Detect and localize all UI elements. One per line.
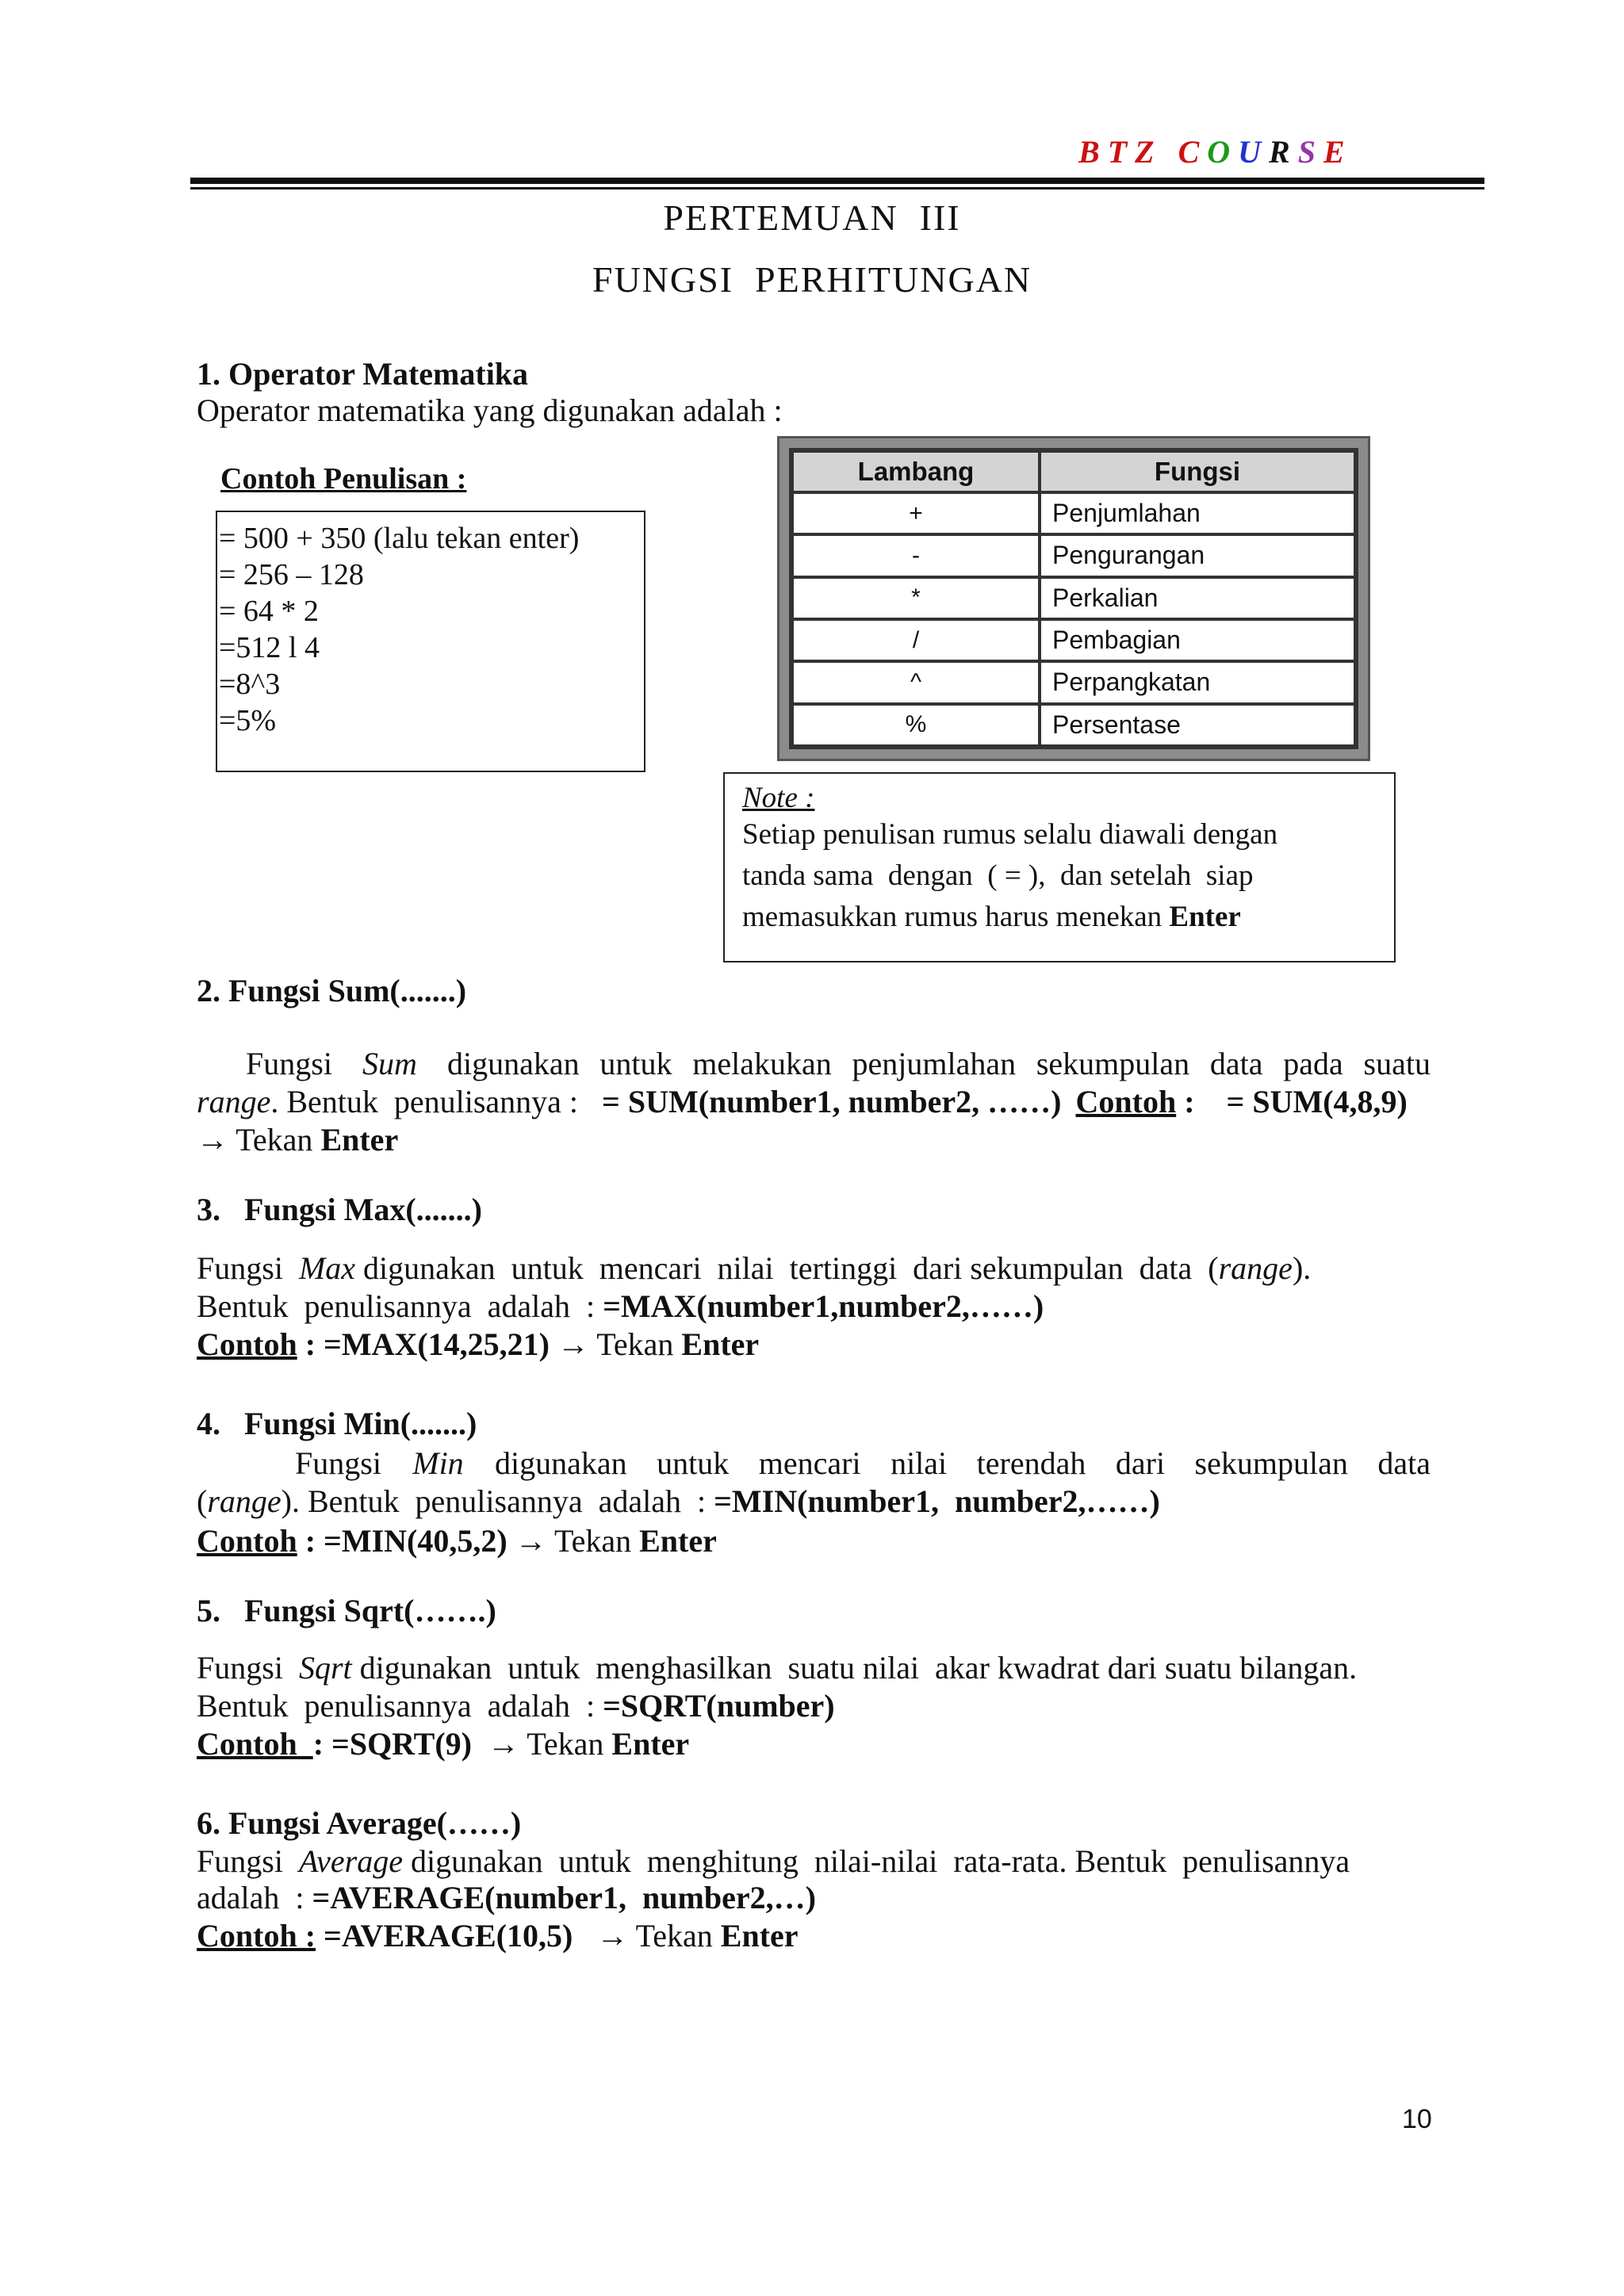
table-cell-function: Pengurangan bbox=[1040, 534, 1355, 576]
text: → Tekan bbox=[549, 1326, 682, 1362]
text: Sum bbox=[362, 1046, 417, 1081]
text: ). bbox=[1292, 1250, 1312, 1286]
text: digunakan untuk mencari nilai terendah dari sekumpulan data bbox=[495, 1445, 1431, 1481]
section2-line1 bbox=[197, 1045, 1431, 1083]
text: Fungsi bbox=[197, 1843, 299, 1879]
text: Fungsi bbox=[295, 1445, 381, 1481]
text: Bentuk penulisannya adalah : bbox=[197, 1288, 603, 1324]
page-number: 10 bbox=[1402, 2104, 1432, 2134]
text: Contoh bbox=[197, 1523, 297, 1559]
table-cell-symbol: / bbox=[792, 619, 1040, 661]
text: Fungsi bbox=[246, 1046, 332, 1081]
table-cell-function: Persentase bbox=[1040, 704, 1355, 746]
brand-letter: B bbox=[1078, 134, 1108, 170]
example-line: =8^3 bbox=[219, 668, 281, 701]
brand-logo bbox=[1078, 133, 1353, 170]
section4-line2 bbox=[197, 1483, 1160, 1521]
text: : = SUM(4,8,9) bbox=[1176, 1084, 1408, 1119]
example-label: Contoh Penulisan : bbox=[220, 462, 467, 496]
section5-line3 bbox=[197, 1725, 689, 1763]
text: → Tekan bbox=[573, 1918, 721, 1954]
table-row bbox=[792, 577, 1355, 619]
brand-letter: S bbox=[1297, 134, 1323, 170]
text: =SQRT(number) bbox=[603, 1688, 835, 1724]
table-row bbox=[792, 704, 1355, 746]
text: =AVERAGE(number1, number2,…) bbox=[312, 1880, 816, 1915]
text: digunakan untuk menghitung nilai-nilai rata-rata. Bentuk penulisannya bbox=[403, 1843, 1350, 1879]
text: Fungsi bbox=[197, 1250, 299, 1286]
text: Min bbox=[412, 1445, 464, 1481]
text: digunakan untuk mencari nilai tertinggi dari sekumpulan data ( bbox=[355, 1250, 1219, 1286]
brand-letter: U bbox=[1238, 134, 1270, 170]
note-text: memasukkan rumus harus menekan bbox=[742, 901, 1170, 933]
header-rule-thin bbox=[190, 187, 1484, 189]
brand-letter: Z bbox=[1135, 134, 1162, 170]
text: : =MAX(14,25,21) bbox=[297, 1326, 550, 1362]
brand-letter: E bbox=[1323, 134, 1353, 170]
text: Sqrt bbox=[298, 1650, 352, 1686]
table-row bbox=[792, 619, 1355, 661]
section4-heading: 4. Fungsi Min(.......) bbox=[197, 1406, 477, 1441]
table-row bbox=[792, 661, 1355, 703]
brand-letter bbox=[1162, 133, 1178, 170]
section1-intro: Operator matematika yang digunakan adalah : bbox=[197, 392, 783, 428]
section5-line1 bbox=[197, 1649, 1357, 1687]
section6-line2 bbox=[197, 1879, 816, 1917]
section6-heading: 6. Fungsi Average(……) bbox=[197, 1805, 522, 1841]
header-rule-thick bbox=[190, 178, 1484, 184]
section1-heading: 1. Operator Matematika bbox=[197, 356, 529, 392]
table-cell-symbol: - bbox=[792, 534, 1040, 576]
table-cell-function: Perkalian bbox=[1040, 577, 1355, 619]
table-row bbox=[792, 534, 1355, 576]
text: =MIN(number1, number2,……) bbox=[714, 1483, 1160, 1519]
section5-line2 bbox=[197, 1687, 835, 1725]
text: =AVERAGE(10,5) bbox=[316, 1918, 573, 1954]
table-cell-function: Penjumlahan bbox=[1040, 492, 1355, 534]
operator-table bbox=[791, 450, 1357, 748]
page-title-line1: PERTEMUAN III bbox=[663, 197, 961, 238]
text: Enter bbox=[639, 1523, 717, 1559]
table-header-function: Fungsi bbox=[1040, 451, 1355, 492]
table-header-symbol: Lambang bbox=[792, 451, 1040, 492]
text: : =MIN(40,5,2) bbox=[297, 1523, 508, 1559]
section6-line3 bbox=[197, 1917, 799, 1955]
note-line: Setiap penulisan rumus selalu diawali dengan bbox=[742, 818, 1278, 851]
note-line: tanda sama dengan ( = ), dan setelah siap bbox=[742, 859, 1254, 892]
text: Enter bbox=[681, 1326, 760, 1362]
table-cell-symbol: + bbox=[792, 492, 1040, 534]
text: range bbox=[1218, 1250, 1293, 1286]
section3-line3 bbox=[197, 1326, 759, 1364]
note-label: Note : bbox=[742, 782, 815, 814]
text: Bentuk penulisannya adalah : bbox=[197, 1688, 603, 1724]
example-line: = 500 + 350 (lalu tekan enter) bbox=[219, 522, 580, 555]
section2-line3 bbox=[197, 1121, 398, 1159]
text: Contoh bbox=[197, 1726, 313, 1762]
section5-heading: 5. Fungsi Sqrt(…….) bbox=[197, 1593, 496, 1628]
text: → Tekan bbox=[197, 1122, 321, 1158]
table-row bbox=[792, 492, 1355, 534]
note-enter: Enter bbox=[1169, 901, 1241, 933]
text: Max bbox=[298, 1250, 356, 1286]
text: Contoh bbox=[197, 1326, 297, 1362]
brand-letter: R bbox=[1269, 134, 1298, 170]
text: = SUM(number1, number2, ……) bbox=[602, 1084, 1062, 1119]
text: ). Bentuk penulisannya adalah : bbox=[281, 1483, 714, 1519]
text: ( bbox=[197, 1483, 208, 1519]
text: Fungsi bbox=[197, 1650, 299, 1686]
note-line bbox=[742, 899, 1241, 936]
text: Enter bbox=[720, 1918, 799, 1954]
section3-line2 bbox=[197, 1288, 1044, 1326]
example-line: =5% bbox=[219, 704, 277, 737]
table-cell-function: Pembagian bbox=[1040, 619, 1355, 661]
table-cell-symbol: ^ bbox=[792, 661, 1040, 703]
text: range bbox=[207, 1483, 282, 1519]
example-line: = 64 * 2 bbox=[219, 595, 319, 628]
brand-letter: T bbox=[1107, 134, 1136, 170]
text: digunakan untuk menghasilkan suatu nilai akar kwadrat dari suatu bilangan. bbox=[351, 1650, 1358, 1686]
text: range bbox=[197, 1084, 271, 1119]
text: Average bbox=[298, 1843, 403, 1879]
section4-line1 bbox=[197, 1445, 1431, 1483]
text: adalah : bbox=[197, 1880, 312, 1915]
page-title-line2: FUNGSI PERHITUNGAN bbox=[592, 259, 1032, 300]
table-cell-symbol: % bbox=[792, 704, 1040, 746]
text: : =SQRT(9) bbox=[312, 1726, 472, 1762]
section2-heading: 2. Fungsi Sum(.......) bbox=[197, 973, 467, 1008]
example-line: =512 l 4 bbox=[219, 631, 320, 664]
section2-line2 bbox=[197, 1083, 1431, 1121]
text: . Bentuk penulisannya : bbox=[270, 1084, 603, 1119]
text: Enter bbox=[611, 1726, 690, 1762]
text: → Tekan bbox=[471, 1726, 612, 1762]
text: digunakan untuk melakukan penjumlahan sekumpulan data pada suatu bbox=[446, 1046, 1431, 1081]
brand-letter: C bbox=[1178, 134, 1208, 170]
section3-heading: 3. Fungsi Max(.......) bbox=[197, 1192, 482, 1227]
brand-letter: O bbox=[1207, 134, 1239, 170]
section4-line3 bbox=[197, 1522, 717, 1560]
text: Contoh bbox=[1075, 1084, 1177, 1119]
section3-line1 bbox=[197, 1249, 1311, 1288]
section6-line1 bbox=[197, 1843, 1350, 1881]
table-cell-function: Perpangkatan bbox=[1040, 661, 1355, 703]
text: Contoh : bbox=[197, 1918, 316, 1954]
table-cell-symbol: * bbox=[792, 577, 1040, 619]
example-line: = 256 – 128 bbox=[219, 558, 364, 591]
operator-table-frame bbox=[777, 436, 1370, 761]
text: Enter bbox=[320, 1122, 399, 1158]
text: → Tekan bbox=[507, 1523, 640, 1559]
text: =MAX(number1,number2,……) bbox=[603, 1288, 1044, 1324]
